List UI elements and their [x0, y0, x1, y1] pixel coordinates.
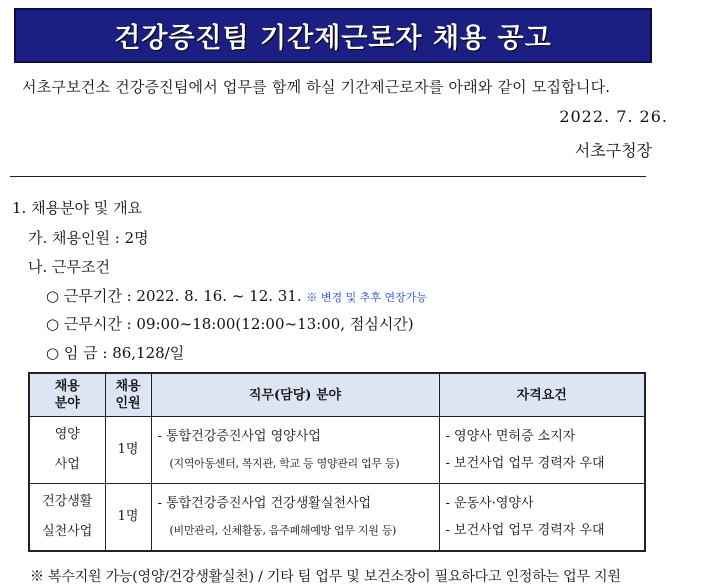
notice-title-banner: [14, 8, 652, 63]
row-duty: - 통합건강증진사업 영양사업 (지역아동센터, 복지관, 학교 등 영양관리 업무 등): [151, 417, 439, 484]
section-heading: 1. 채용분야 및 개요: [12, 199, 143, 217]
header-qualification: 자격요건: [439, 373, 645, 417]
header-count: 채용 인원: [105, 373, 151, 417]
work-conditions-heading: 나. 근무조건: [28, 258, 110, 276]
notice-title: 건강증진팀 기간제근로자 채용 공고: [114, 23, 552, 54]
row-count: 1명: [105, 484, 151, 552]
work-period-note: ※ 변경 및 추후 연장가능: [306, 291, 428, 304]
work-hours: ○ 근무시간 : 09:00~18:00(12:00~13:00, 점심시간): [46, 315, 414, 333]
header-field: 채용 분야: [29, 373, 105, 417]
work-period-text: ○ 근무기간 : 2022. 8. 16. ~ 12. 31.: [46, 287, 302, 305]
footer-note: ※ 복수지원 가능(영양/건강생활실천) / 기타 팀 업무 및 보건소장이 필요하다고 인정하는 업무 지원: [30, 569, 621, 585]
table-header-row: [29, 373, 645, 417]
issuing-office: 서초구청장: [574, 141, 652, 160]
row-qualification: - 운동사·영양사 - 보건사업 업무 경력자 우대: [439, 484, 645, 552]
wage: ○ 임 금 : 86,128/일: [46, 344, 185, 362]
row-duty: - 통합건강증진사업 건강생활실천사업 (비만관리, 신체활동, 음주폐해예방 업무 지원 등): [151, 484, 439, 552]
row-field: 건강생활 실천사업: [29, 484, 105, 552]
divider-line: [10, 176, 646, 177]
recruit-count: 가. 채용인원 : 2명: [28, 229, 149, 247]
header-duty: 직무(담당) 분야: [151, 373, 439, 417]
notice-date: 2022. 7. 26.: [559, 107, 668, 126]
work-period: [46, 285, 427, 306]
recruitment-table: [28, 372, 646, 552]
intro-text: 서초구보건소 건강증진팀에서 업무를 함께 하실 기간제근로자를 아래와 같이 모집합니다.: [22, 78, 611, 96]
table-row: [29, 484, 645, 552]
row-count: 1명: [105, 417, 151, 484]
table-row: [29, 417, 645, 484]
row-qualification: - 영양사 면허증 소지자 - 보건사업 업무 경력자 우대: [439, 417, 645, 484]
row-field: 영양 사업: [29, 417, 105, 484]
